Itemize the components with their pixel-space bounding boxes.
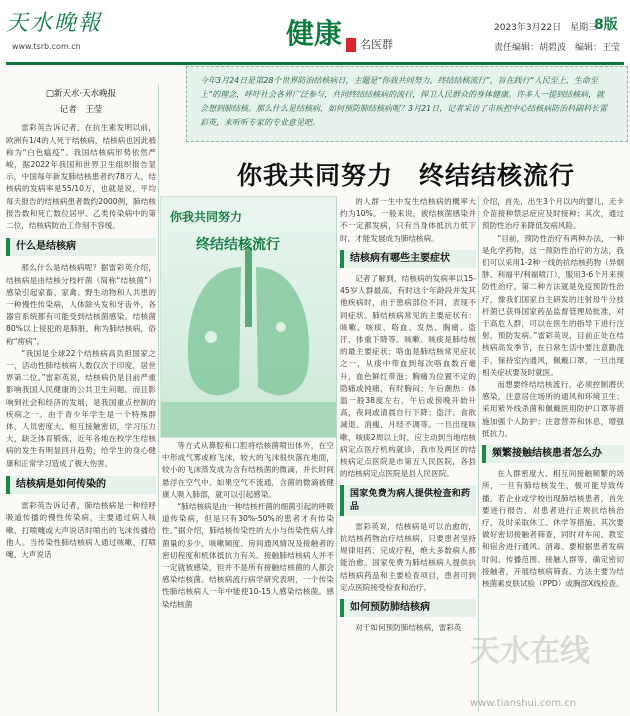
subheading: 国家免费为病人提供检查和药品 — [340, 485, 476, 515]
headline: 你我共同努力 终结结核流行 — [236, 161, 575, 190]
poster-image — [160, 196, 337, 438]
masthead-rule — [6, 62, 624, 65]
issue-date: 2023年3月22日 星期三 — [494, 23, 598, 33]
byline-reporter: 记者 王莹 — [59, 105, 103, 116]
column-3 — [340, 196, 476, 712]
subheading: 如何预防肺结核病 — [340, 599, 476, 617]
paragraph: 在人群密度大、相互间接触频繁的场所，一旦有肺结核发生，极可能导致传播。若企业或学校出现肺结核患者，首先要进行报告，对患者进行正规抗结核治疗，及时采取休工、休学等措施。其次要做好密切接触者筛查，同时对车间、教室和宿舍进行通风、消毒。要根据患者发病时间、传播范围、接触人群等，确定密切接触者，开展结核病筛查。方法主要为结核菌素皮肤试验（PPD）或胸部X线检查。 — [482, 469, 624, 589]
newspaper-url: www.tsrb.com.cn — [12, 42, 81, 51]
subheading: 结核病有哪些主要症状 — [340, 250, 476, 268]
watermark-logo: 天水在线 — [470, 634, 590, 669]
page-number: 8版 — [594, 17, 618, 33]
paragraph: “目前，预防性治疗有两种办法，一种是化学药物，这一预防性治疗的方法，我们可以采用1-2种一线的抗结核药物（异烟肼、利福平/利福喷汀），服用3-6个月来预防性治疗。第二种方法就是免疫预防性治疗，像我们国家自主研发的注射母牛分枝杆菌已获得国家药品监督管理局批准，对于高危人群，可以在医生的指导下进行注射，预防发病。”雷彩英说，目前正处在结核病高发季节，在日常生活中要注意勤洗手，保持室内通风，佩戴口罩，一旦出现相关症状要及时就医。 — [482, 233, 624, 377]
paragraph: 介绍，首先，出生3个月以内的婴儿，无卡介苗接种禁忌症应及时接种；其次，通过预防性治疗来降低发病风险。 — [482, 197, 624, 231]
intro-text: 今年3月24日是第28个世界防治结核病日，主题是“你我共同努力，终结结核流行”，旨在践行“人民至上，生命至上”的理念，呼吁社会各界广泛参与，共同终结结核病的流行，捍卫人民群众的身体健康。许多人一提到结核病，就会想到肺结核。那么什么是结核病，如何预防肺结核病呢？3月21日，记者采访了市疾控中心结核病防治科副科长雷彩英，来听听专家的专业意见吧。 — [200, 76, 608, 127]
subheading: 什么是结核病 — [6, 238, 156, 256]
subheading: 结核病是如何传染的 — [6, 476, 156, 494]
lungs-icon — [161, 197, 336, 437]
section-subtitle: 名医群 — [360, 38, 393, 51]
paragraph: 雷彩英告诉记者，肺结核病是一种经呼吸道传播的慢性传染病，主要通过病人咳嗽、打喷嚏或大声说话时喷出的飞沫传播给他人。当传染性肺结核病人通过咳嗽、打喷嚏、大声说话 — [6, 501, 156, 559]
section-title: 健康 — [286, 17, 343, 50]
paragraph: 对于如何预防肺结核病，雷彩英 — [355, 623, 462, 633]
column-divider — [336, 196, 337, 712]
newspaper-logo: 天水晚報 — [6, 11, 103, 36]
editors-line: 责任编辑：胡碧波 编辑：王莹 — [494, 43, 621, 53]
paragraph: “我国是全球22个结核病高负担国家之一，活动性肺结核病人数仅次于印度，居世界第二位。”雷彩英说，结核病仍是目前严重影响我国人民健康的公共卫生问题，而且影响到社会和经济的发展，是我国重点控制的疾病之一。由于青少年学生是一个特殊群体，人员密度大、相互接触密切，学习压力大，缺乏体育锻炼，近年各地在校学生结核病的发生有明显回升趋势，给学生的身心健康和正常学习造成了极大伤害。 — [6, 348, 156, 468]
paragraph: 的人群一生中发生结核病的概率大约为10%。一般来说，被结核菌感染并不一定都发病，只有当身体抵抗力低下时，才能发展成为肺结核病。 — [340, 197, 476, 243]
paragraph: 等方式从鼻腔和口腔将结核菌喷出体外，在空中形成气雾或称飞沫，较大的飞沫很快落在地面，较小的飞沫蒸发成为含有结核菌的微滴，并长时间悬浮在空气中。如果空气不流通，含菌的微滴被健康人吸入肺部，就可以引起感染。 — [162, 441, 334, 499]
paragraph: 记者了解到，结核病的发病率以15-45岁人群最高，有时这个年龄段并发其他疾病时，由于患病部位不同，表现不同症状。肺结核病常见的主要症状有：咳嗽、咳痰、咯血、发热、胸痛、盗汗、体重下降等。咳嗽、咳痰是肺结核的最主要症状；咯血是肺结核常见症状之一，从痰中带血到每次咯血数百毫升，血色鲜红带泡；胸痛为位置不定的隐痛或钝痛，有时胸闷；午后潮热：体温一般38度左右，午后或傍晚开始升高，夜间或清晨自行下降；盗汗、食欲减退、消瘦、月经不调等。一旦出现咳嗽、咳痰2周以上时，应主动到当地结核病定点医疗机构就诊，我市及两区的结核病定点医院是市第五人民医院，各县的结核病定点医院是县人民医院。 — [340, 274, 476, 479]
column-1 — [6, 84, 156, 712]
paragraph: “肺结核病是由一种结核杆菌的细菌引起的呼吸道传染病，但是只有30%-50%的患者才有传染性。”据介绍，肺结核传染性的大小与传染性病人排菌量的多少、咳嗽频度、房间通风情况及接触者的密切程度和机体抵抗力有关。接触肺结核病人并不一定就被感染，但并不是所有接触结核菌的人都会感染结核菌。结核病流行病学研究表明，一个传染性肺结核病人一年中能使10-15人感染结核菌。感染结核菌 — [162, 502, 334, 609]
paragraph: 雷彩英告诉记者，在抗生素发明以前，欧洲有1/4的人死于结核病，结核病也因此被称为“白色瘟疫”。我国结核病形势依然严峻，据2022年我国和世界卫生组织报告显示，中国每年新发肺结核患者约78万人，结核病的发病率是55/10万，也就是说，平均每天报告的结核病患者数约2000例，肺结核报告数和死亡数位居甲、乙类传染病中的第二位，结核病防治工作刻不容缓。 — [6, 123, 156, 231]
paragraph: 而想要终结结核流行，必须控制潜伏感染，注意居住场所的通风和环境卫生；采用紫外线杀菌和佩戴医用防护口罩等措施加强个人防护；注意营养和休息，增强抵抗力。 — [482, 380, 624, 438]
paragraph: 雷彩英说，结核病是可以治愈的，抗结核药物治疗结核病，只要患者坚持规律用药、完成疗程，绝大多数病人都能治愈。国家免费为肺结核病人提供抗结核病药品和主要检查项目，患者可到定点医院接受检查和治疗。 — [340, 521, 476, 592]
subheading: 频繁接触结核患者怎么办 — [482, 445, 624, 463]
paragraph: 那么什么是结核病呢？据雷彩英介绍，结核病是由结核分枝杆菌（简称“结核菌”）感染引起家畜、家禽、野生动物和人共患的一种慢性传染病，人体除头发和牙齿外，各器官系统都有可能受到结核菌感染。结核菌80%以上侵犯的是肺脏，称为肺结核病，俗称“痨病”。 — [6, 263, 156, 346]
column-2 — [162, 440, 334, 712]
seal-icon — [346, 38, 356, 52]
poster-title-1: 你我共同努力 — [170, 210, 243, 224]
poster-title-2: 终结结核流行 — [196, 237, 280, 253]
column-divider — [158, 84, 159, 712]
watermark-url: www.tianshui.com.cn — [470, 698, 577, 709]
byline-source: □新天水·天水晚报 — [45, 89, 117, 99]
